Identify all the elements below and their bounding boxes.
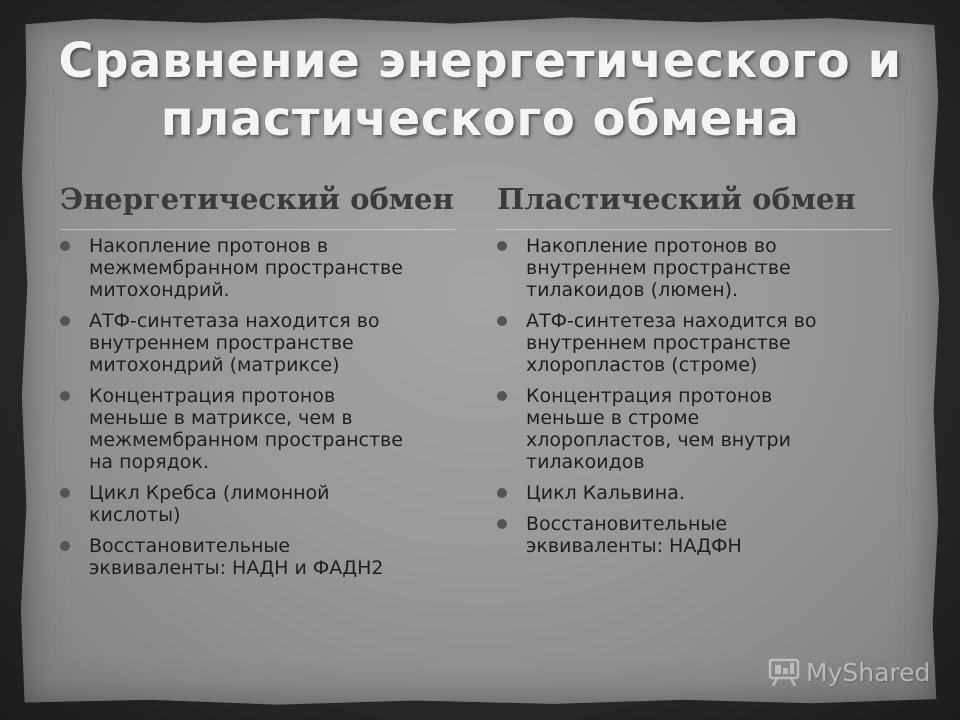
- plastic-metabolism-list: [497, 235, 897, 566]
- bullet-dot-icon: [60, 488, 70, 498]
- bullet-item-line: внутреннем пространстве: [526, 257, 791, 279]
- bullet-item-line: внутреннем пространстве: [526, 332, 791, 354]
- bullet-item-line: Накопление протонов во: [526, 235, 777, 257]
- bullet-item: [60, 310, 470, 376]
- bullet-item: [60, 385, 470, 473]
- bullet-dot-icon: [60, 391, 70, 401]
- bullet-item-line: Восстановительные: [526, 513, 728, 535]
- divider-plastic: [497, 229, 892, 230]
- bullet-item-line: Концентрация протонов: [526, 385, 773, 407]
- bullet-item-line: межмембранном пространстве: [89, 429, 403, 451]
- bullet-item: [60, 535, 470, 579]
- bullet-dot-icon: [497, 488, 507, 498]
- bullet-dot-icon: [60, 316, 70, 326]
- slide-title-line-2: пластического обмена: [160, 91, 800, 147]
- bullet-item-line: Концентрация протонов: [89, 385, 336, 407]
- bullet-item-line: кислоты): [89, 504, 181, 526]
- bullet-dot-icon: [497, 241, 507, 251]
- bullet-item-line: меньше в строме: [526, 407, 700, 429]
- column-heading-plastic: Пластический обмен: [497, 182, 856, 216]
- bullet-item-line: Цикл Кальвина.: [526, 482, 685, 504]
- bullet-item: [60, 235, 470, 301]
- bullet-item-line: Цикл Кребса (лимонной: [89, 482, 330, 504]
- bullet-item: [497, 385, 897, 473]
- bullet-item: [497, 482, 897, 504]
- energy-metabolism-list: [60, 235, 470, 588]
- column-heading-energy: Энергетический обмен: [60, 182, 454, 216]
- bullet-item-line: тилакоидов: [526, 451, 645, 473]
- bullet-dot-icon: [497, 391, 507, 401]
- bullet-item-line: Накопление протонов в: [89, 235, 329, 257]
- bullet-item: [60, 482, 470, 526]
- bullet-dot-icon: [497, 519, 507, 529]
- presentation-board-icon: [768, 657, 800, 687]
- bullet-item-line: хлоропластов, чем внутри: [526, 429, 791, 451]
- myshared-watermark: [768, 654, 930, 690]
- bullet-item-line: эквиваленты: НАДН и ФАДН2: [89, 557, 384, 579]
- bullet-item-line: внутреннем пространстве: [89, 332, 354, 354]
- bullet-item: [497, 310, 897, 376]
- bullet-item-line: Восстановительные: [89, 535, 291, 557]
- bullet-item-line: эквиваленты: НАДФН: [526, 535, 742, 557]
- bullet-item: [497, 235, 897, 301]
- slide-title: [0, 32, 960, 148]
- bullet-item-line: на порядок.: [89, 451, 209, 473]
- bullet-item-line: митохондрий.: [89, 279, 230, 301]
- bullet-item-line: митохондрий (матриксе): [89, 354, 340, 376]
- bullet-item-line: АТФ-синтетеза находится во: [526, 310, 817, 332]
- bullet-dot-icon: [60, 541, 70, 551]
- slide-title-line-1: Сравнение энергетического и: [58, 33, 902, 89]
- bullet-item-line: хлоропластов (строме): [526, 354, 758, 376]
- bullet-dot-icon: [60, 241, 70, 251]
- watermark-text: MyShared: [806, 657, 931, 687]
- bullet-item-line: тилакоидов (люмен).: [526, 279, 739, 301]
- bullet-item-line: межмембранном пространстве: [89, 257, 403, 279]
- bullet-item-line: меньше в матриксе, чем в: [89, 407, 353, 429]
- divider-energy: [60, 229, 455, 230]
- bullet-item: [497, 513, 897, 557]
- bullet-dot-icon: [497, 316, 507, 326]
- bullet-item-line: АТФ-синтетаза находится во: [89, 310, 380, 332]
